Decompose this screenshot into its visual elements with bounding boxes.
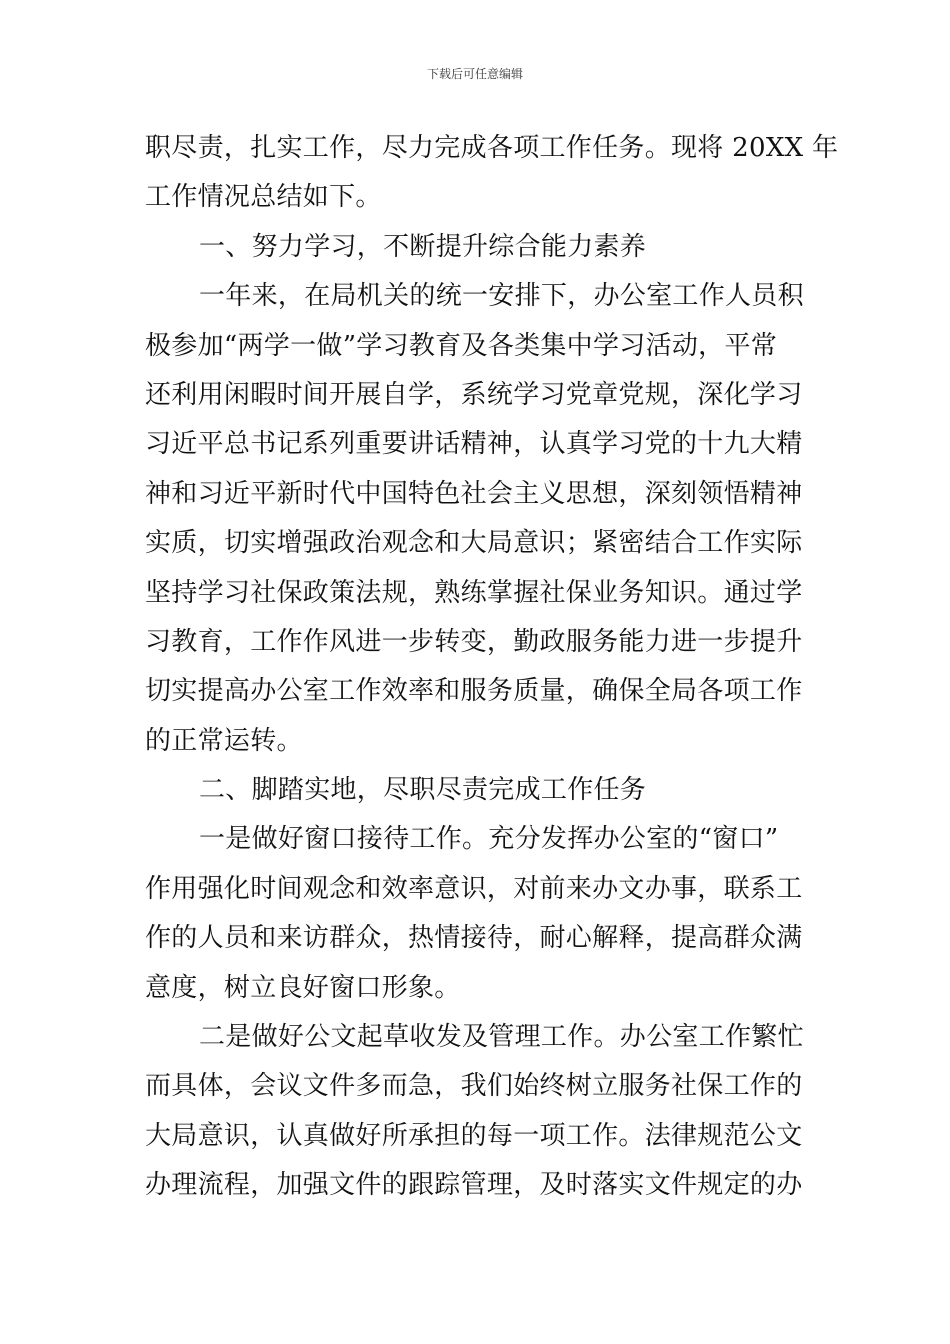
text-line: 还利用闲暇时间开展自学，系统学习党章党规，深化学习	[145, 379, 803, 410]
text-line: 职尽责，扎实工作，尽力完成各项工作任务。现将 20XX 年	[145, 133, 839, 163]
text-line: 极参加“两学一做”学习教育及各类集中学习活动，平常	[145, 330, 778, 361]
text-line: 大局意识，认真做好所承担的每一项工作。法律规范公文	[145, 1120, 803, 1151]
text-line: 意度，树立良好窗口形象。	[145, 972, 461, 1003]
document-body	[145, 124, 839, 1211]
text-line: 作的人员和来访群众，热情接待，耐心解释，提高群众满	[145, 923, 803, 954]
text-line: 实质，切实增强政治观念和大局意识；紧密结合工作实际	[145, 528, 803, 559]
text-line: 一年来，在局机关的统一安排下，办公室工作人员积	[199, 281, 804, 312]
text-line: 作用强化时间观念和效率意识，对前来办文办事，联系工	[145, 873, 803, 904]
text-line: 习近平总书记系列重要讲话精神，认真学习党的十九大精	[145, 429, 803, 460]
text-line: 二、脚踏实地，尽职尽责完成工作任务	[199, 775, 647, 806]
text-line: 切实提高办公室工作效率和服务质量，确保全局各项工作	[145, 676, 803, 707]
text-line: 一、努力学习，不断提升综合能力素养	[199, 231, 647, 262]
text-line: 坚持学习社保政策法规，熟练掌握社保业务知识。通过学	[145, 577, 803, 608]
text-line: 二是做好公文起草收发及管理工作。办公室工作繁忙	[199, 1022, 804, 1053]
text-line: 而具体，会议文件多而急，我们始终树立服务社保工作的	[145, 1071, 803, 1102]
text-line: 习教育，工作作风进一步转变，勤政服务能力进一步提升	[145, 626, 803, 657]
text-line: 工作情况总结如下。	[145, 182, 382, 213]
text-line: 神和习近平新时代中国特色社会主义思想，深刻领悟精神	[145, 478, 803, 509]
page-header: 下载后可任意编辑	[426, 67, 523, 81]
text-line: 一是做好窗口接待工作。充分发挥办公室的“窗口”	[199, 824, 779, 855]
text-line: 的正常运转。	[145, 725, 303, 756]
text-line: 办理流程，加强文件的跟踪管理，及时落实文件规定的办	[145, 1170, 803, 1201]
